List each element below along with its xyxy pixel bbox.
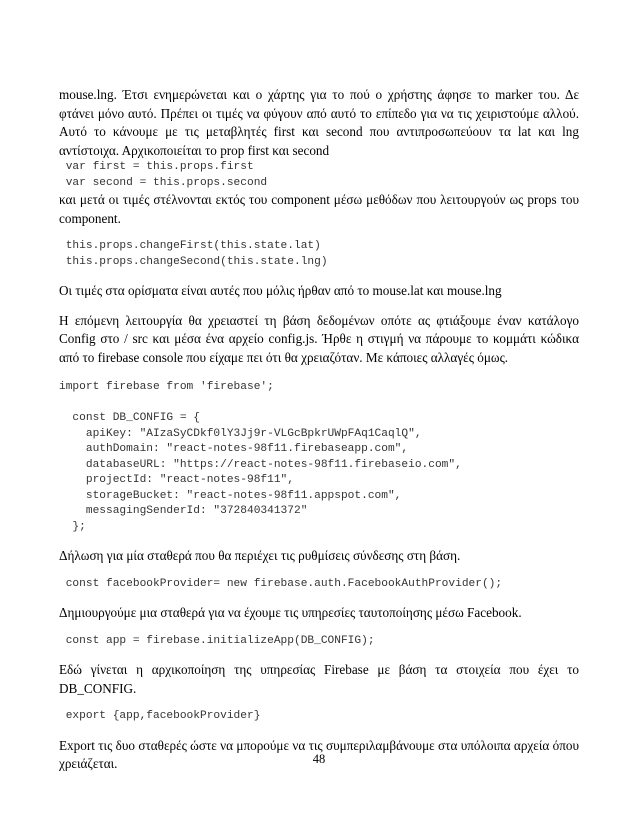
code-line: apiKey: "AIzaSyCDkf0lY3Jj9r-VLGcBpkrUWpFAq1CaqlQ", xyxy=(59,427,422,440)
code-line: var first = this.props.first xyxy=(59,161,254,173)
paragraph-argument-values: Οι τιμές στα ορίσματα είναι αυτές που μόλις ήρθαν από το mouse.lat και mouse.lng xyxy=(59,283,502,298)
document-page xyxy=(59,86,579,774)
paragraph-marker-update: mouse.lng. Έτσι ενημερώνεται και ο χάρτης για το πού ο χρήστης άφησε το marker του. Δε φτάνει μόνο αυτό. Πρέπει οι τιμές να φύγουν από αυτό το επίπεδο για να τις χειριστούμε αλλού. Αυτό το κάνουμε με τις μεταβλητές first και second που αντιπροσωπεύουν τα lat και lng αντίστοιχα. Αρχικοποιείται το prop first και second xyxy=(59,87,579,158)
paragraph-component-methods: και μετά οι τιμές στέλνονται εκτός του component μέσω μεθόδων που λειτουργούν ως props του component. xyxy=(59,192,579,226)
code-line: authDomain: "react-notes-98f11.firebaseapp.com", xyxy=(59,443,409,455)
code-line: this.props.changeSecond(this.state.lng) xyxy=(59,255,328,268)
code-line: const facebookProvider= new firebase.auth.FacebookAuthProvider(); xyxy=(59,577,503,590)
code-block-facebook-provider xyxy=(59,577,579,593)
paragraph-db-config-desc: Δήλωση για μία σταθερά που θα περιέχει τις ρυθμίσεις σύνδεσης στη βάση. xyxy=(59,548,461,563)
paragraph-facebook-desc: Δημιουργούμε μια σταθερά για να έχουμε τις υπηρεσίες ταυτοποίησης μέσω Facebook. xyxy=(59,605,522,620)
code-block-props-vars xyxy=(59,160,579,191)
code-block-db-config xyxy=(59,380,579,535)
code-line: var second = this.props.second xyxy=(59,176,268,189)
code-line: export {app,facebookProvider} xyxy=(59,710,261,722)
code-line: import firebase from 'firebase'; xyxy=(59,381,274,393)
page-number: 48 xyxy=(312,752,326,766)
code-line: projectId: "react-notes-98f11", xyxy=(59,474,294,486)
code-line: storageBucket: "react-notes-98f11.appspot.com", xyxy=(59,489,402,502)
paragraph-export-desc: Export τις δυο σταθερές ώστε να μπορούμε να τις συμπεριλαμβάνουμε στα υπόλοιπα αρχεία όπου χρειάζεται. xyxy=(59,737,579,771)
code-line: databaseURL: "https://react-notes-98f11.firebaseio.com", xyxy=(59,458,462,471)
code-line xyxy=(59,396,579,412)
code-line: this.props.changeFirst(this.state.lat) xyxy=(59,240,321,252)
code-line: const DB_CONFIG = { xyxy=(59,412,200,424)
code-block-change-calls xyxy=(59,239,579,270)
code-block-export xyxy=(59,709,579,725)
paragraph-initialize-desc: Εδώ γίνεται η αρχικοποίηση της υπηρεσίας Firebase με βάση τα στοιχεία που έχει το DB_CONFIG. xyxy=(59,662,579,696)
code-line: messagingSenderId: "372840341372" xyxy=(59,505,308,517)
code-block-initialize-app xyxy=(59,634,579,650)
code-line: }; xyxy=(59,520,86,533)
code-line: const app = firebase.initializeApp(DB_CONFIG); xyxy=(59,634,375,647)
paragraph-config-intro: Η επόμενη λειτουργία θα χρειαστεί τη βάση δεδομένων οπότε ας φτιάξουμε έναν κατάλογο Config στο / src και μέσα ένα αρχείο config.js. Ήρθε η στιγμή να πάρουμε το κομμάτι κώδικα από το firebase console που είχαμε πει ότι θα χρειαζόταν. Με κάποιες αλλαγές όμως. xyxy=(59,312,579,365)
